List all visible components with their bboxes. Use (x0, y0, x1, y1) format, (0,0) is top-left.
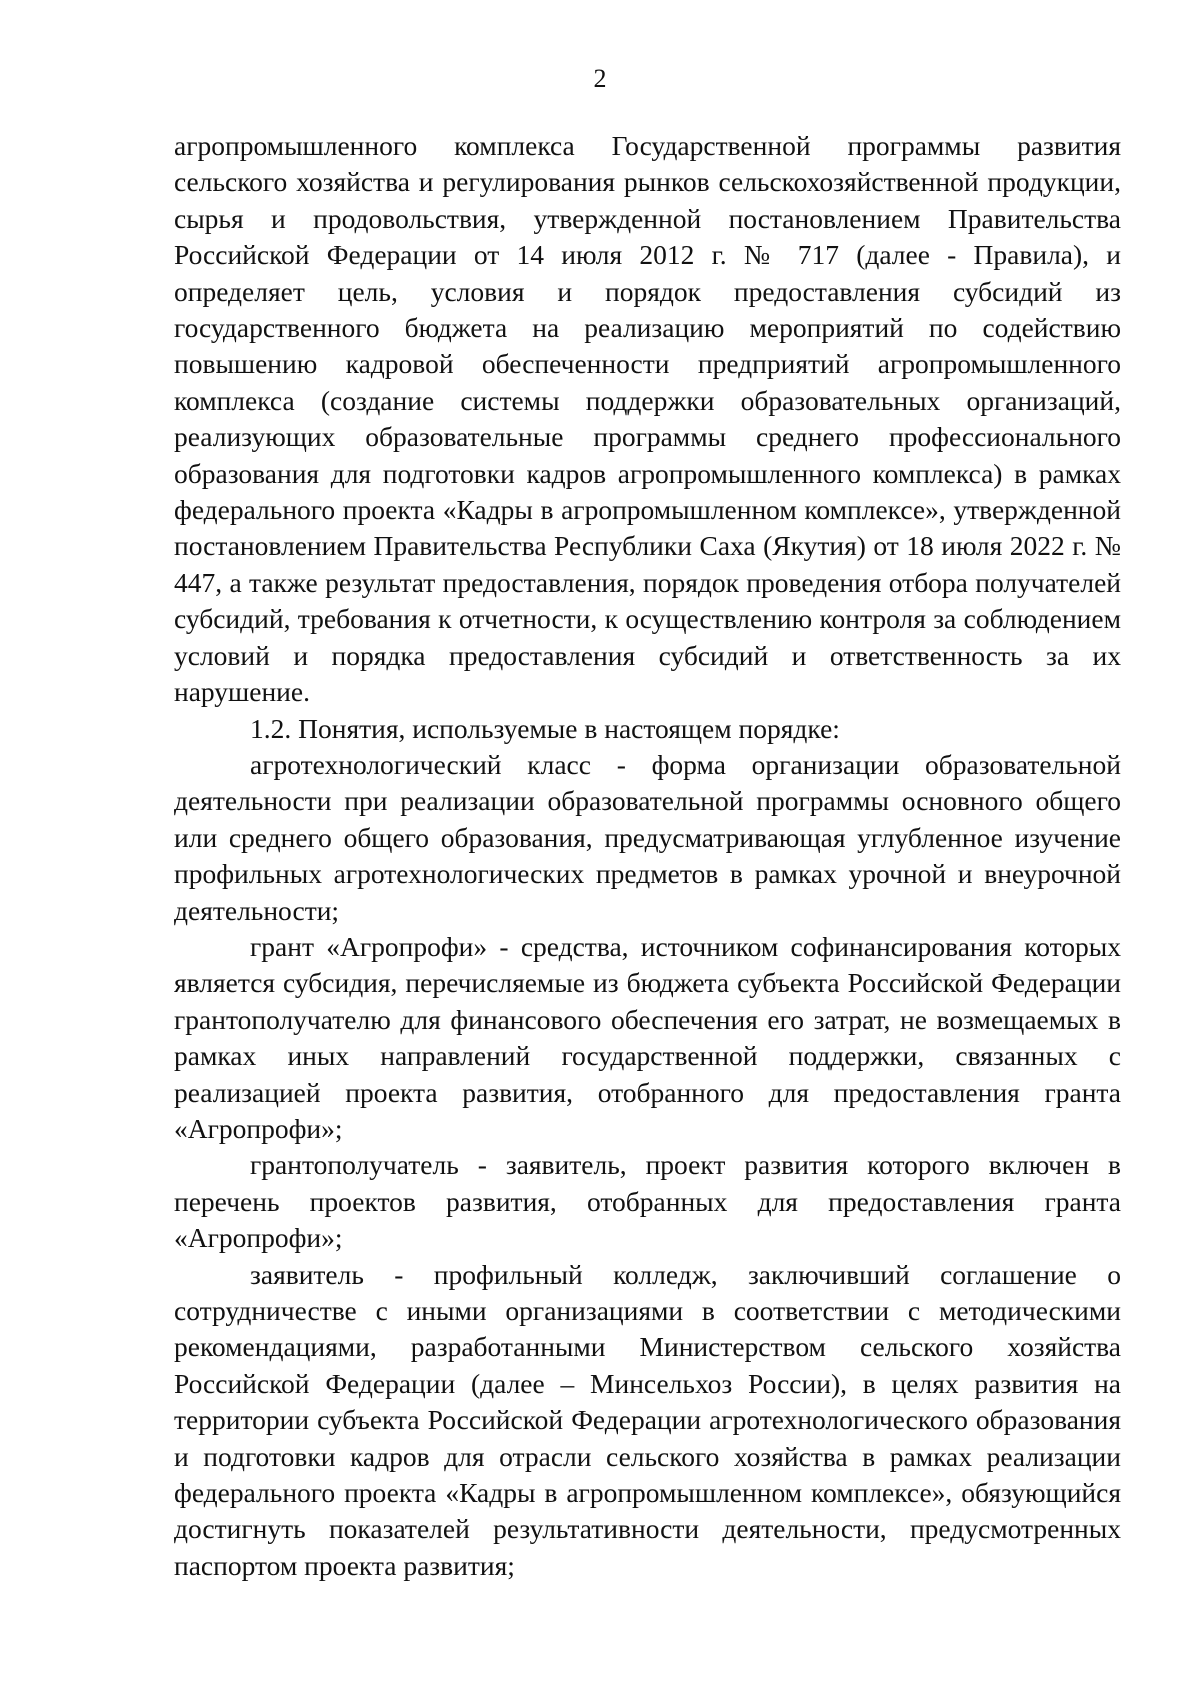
paragraph-definition-agrotech-class: агротехнологический класс - форма организации образовательной деятельности при реализации образовательной программы основного общего или среднего общего образования, предусматривающая углубленное изучение профильных агротехнологических предметов в рамках урочной и внеурочной деятельности; (174, 748, 1121, 926)
paragraph-purpose: агропромышленного комплекса Государственной программы развития сельского хозяйства и регулирования рынков сельскохозяйственной продукции, сырья и продовольствия, утвержденной постановлением Правительства Российской Федерации от 14 июля 2012 г. № 717 (далее - Правила), и определяет цель, условия и порядок предоставления субсидий из государственного бюджета на реализацию мероприятий по содействию повышению кадровой обеспеченности предприятий агропромышленного комплекса (создание системы поддержки образовательных организаций, реализующих образовательные программы среднего профессионального образования для подготовки кадров агропромышленного комплекса) в рамках федерального проекта «Кадры в агропромышленном комплексе», утвержденной постановлением Правительства Республики Саха (Якутия) от 18 июля 2022 г. № 447, а также результат предоставления, порядок проведения отбора получателей субсидий, требования к отчетности, к осуществлению контроля за соблюдением условий и порядка предоставления субсидий и ответственность за их нарушение. (174, 130, 1121, 708)
paragraph-definition-applicant: заявитель - профильный колледж, заключивший соглашение о сотрудничестве с иными организациями в соответствии с методическими рекомендациями, разработанными Министерством сельского хозяйства Российской Федерации (далее – Минсельхоз России), в целях развития на территории субъекта Российской Федерации агротехнологического образования и подготовки кадров для отрасли сельского хозяйства в рамках реализации федерального проекта «Кадры в агропромышленном комплексе», обязующийся достигнуть показателей результативности деятельности, предусмотренных паспортом проекта развития; (174, 1258, 1121, 1581)
page-number: 2 (593, 64, 607, 93)
document-body (174, 128, 1121, 1584)
paragraph-definition-grant-agroprofi: грант «Агропрофи» - средства, источником софинансирования которых является субсидия, перечисляемые из бюджета субъекта Российской Федерации грантополучателю для финансового обеспечения его затрат, не возмещаемых в рамках иных направлений государственной поддержки, связанных с реализацией проекта развития, отобранного для предоставления гранта «Агропрофи»; (174, 930, 1121, 1144)
paragraph-definition-grant-recipient: грантополучатель - заявитель, проект развития которого включен в перечень проектов развития, отобранных для предоставления гранта «Агропрофи»; (174, 1149, 1121, 1254)
paragraph-section-1-2-heading: 1.2. Понятия, используемые в настоящем порядке: (250, 712, 840, 744)
